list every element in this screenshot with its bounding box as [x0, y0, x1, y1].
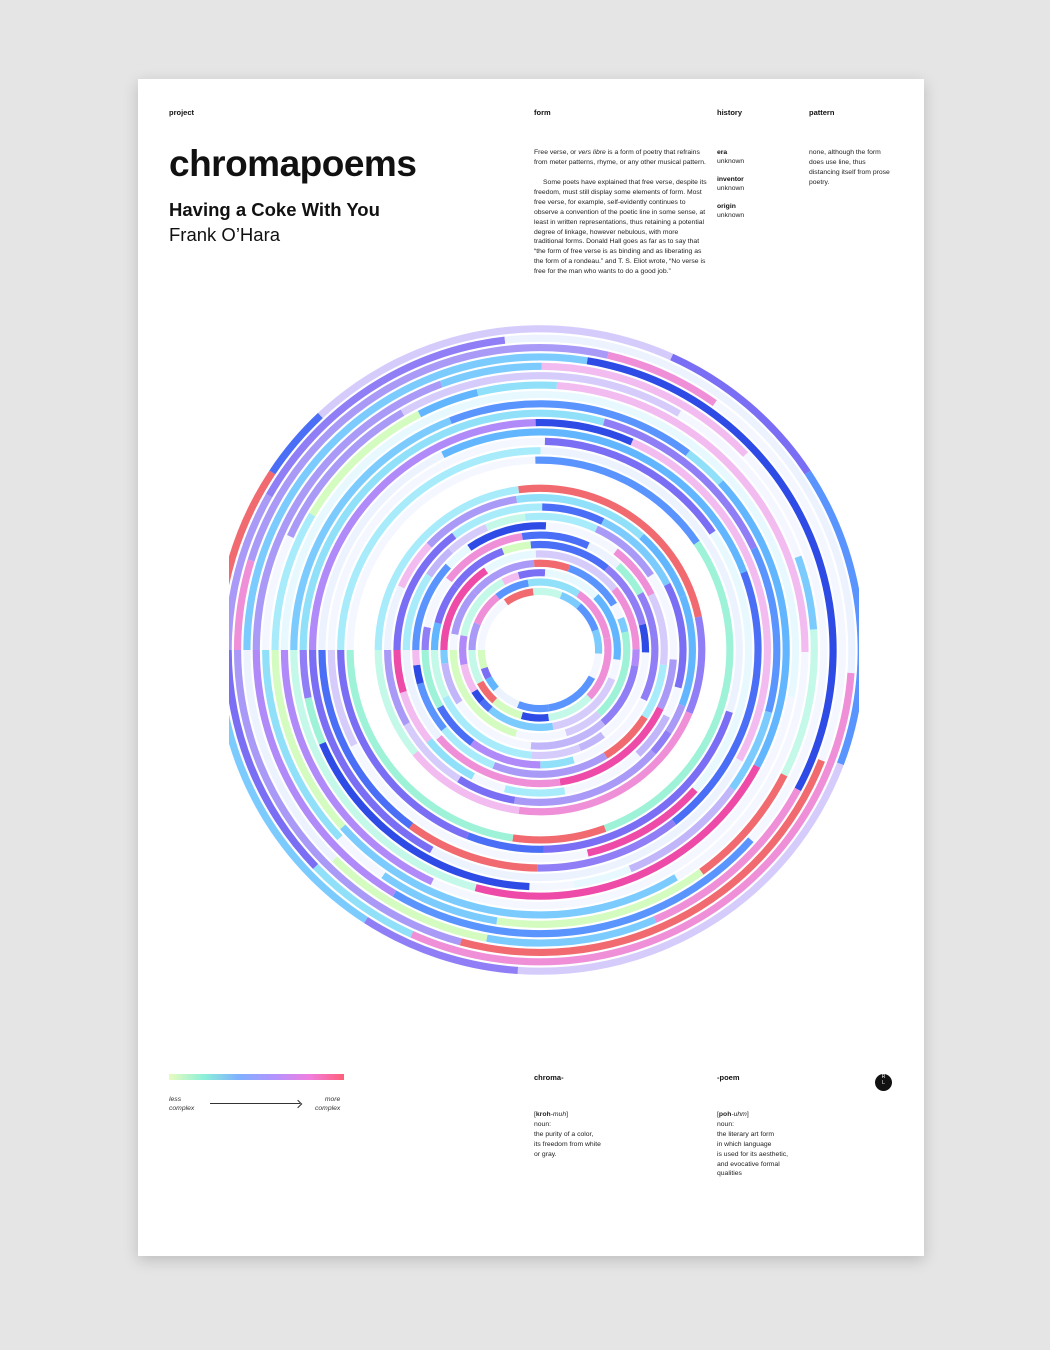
ring-segment [533, 588, 562, 599]
ring-segment [617, 617, 628, 633]
pattern-label: pattern [809, 108, 835, 117]
history-origin [717, 202, 744, 220]
ring-segment [515, 729, 567, 740]
ring-segment [478, 599, 508, 650]
studio-logo-icon: R L [875, 1074, 892, 1091]
ring-segment [521, 712, 549, 722]
ring-segment [459, 650, 467, 665]
ring-segment [517, 701, 549, 712]
ring-segment [422, 627, 431, 650]
ring-segment [450, 634, 459, 650]
ring-segment [518, 569, 545, 579]
ring-segment [529, 881, 574, 891]
ring-segment [413, 665, 424, 685]
poem-term: -poem [717, 1073, 740, 1082]
ring-segment [631, 649, 639, 666]
legend-more-complex: more complex [315, 1096, 341, 1112]
history-label: history [717, 108, 743, 117]
arrow-right-icon [210, 1103, 300, 1104]
complexity-gradient-bar [169, 1074, 344, 1080]
poem-author: Frank O’Hara [169, 224, 281, 245]
ring-segment [639, 624, 649, 653]
ring-segment [478, 650, 488, 669]
legend-less-complex: less complex [169, 1096, 195, 1112]
form-label: form [534, 108, 551, 117]
poster [138, 79, 924, 1256]
form-paragraph-1: Free verse, or vers libre is a form of poetry that refrains from meter patterns, rhyme, or any other musical pattern. [534, 149, 706, 166]
ring-segment [412, 650, 420, 666]
chroma-definition: [kroh-muh] noun: the purity of a color, its freedom from white or gray. [534, 1111, 601, 1158]
chroma-term: chroma- [534, 1073, 564, 1082]
poem-title: Having a Coke With You [169, 199, 380, 220]
poem-definition: [poh-uhm] noun: the literary art form in which language is used for its aesthetic, and evocative formal qualities [717, 1111, 789, 1178]
ring-segment [440, 650, 448, 664]
ring-segment [592, 629, 602, 654]
ring-segment [431, 622, 442, 650]
inventor-value: unknown [717, 185, 745, 192]
era-label: era [717, 149, 728, 156]
chromapoem-rings [229, 318, 859, 983]
project-label: project [169, 108, 195, 117]
history-inventor [717, 175, 744, 193]
era-value: unknown [717, 158, 745, 165]
origin-value: unknown [717, 212, 745, 219]
origin-label: origin [717, 203, 736, 210]
inventor-label: inventor [717, 176, 744, 183]
project-title: chromapoems [169, 143, 417, 184]
pattern-text: none, although the form does use line, thus distancing itself from prose poetry. [809, 149, 890, 186]
form-paragraph-2: Some poets have explained that free verse, despite its freedom, must still display some elements of form. Most free verse, for example, self-evidently continues to observe a convention of the poetic line in some sense, at least in written representations, thus retaining a potential degree of linkage, however nebulous, with more traditional forms. Donald Hall goes as far as to say that “the form of free verse is as binding and as liberating as the form of a rondeau.” and T. S. Eliot wrote, “No verse is free for the man who wants to do a good job.” [534, 179, 707, 276]
history-era [717, 148, 744, 166]
ring-segment [459, 635, 467, 650]
